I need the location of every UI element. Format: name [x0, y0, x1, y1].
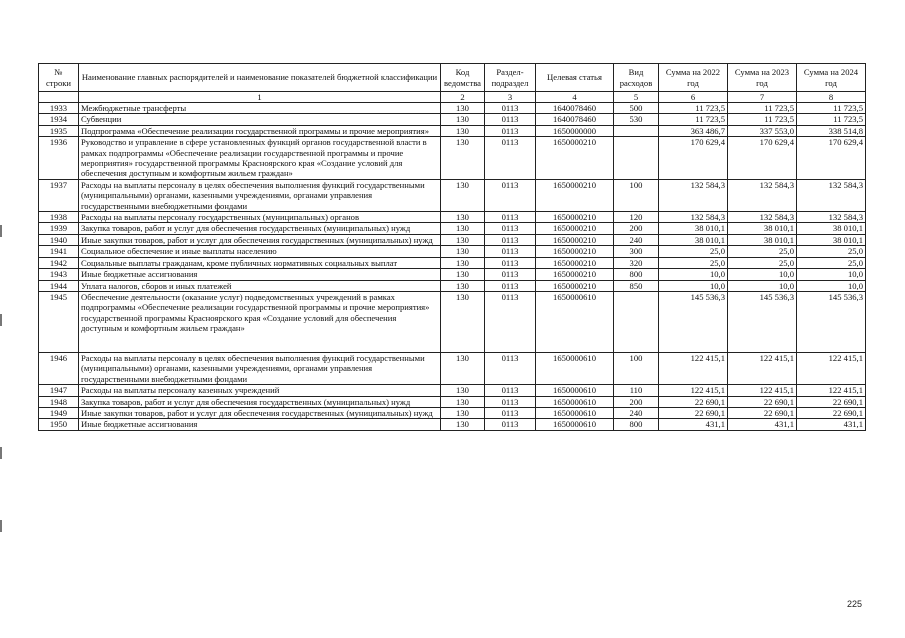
row-section: 0113	[485, 103, 536, 114]
row-number: 1936	[39, 137, 79, 180]
row-target: 1650000210	[536, 257, 614, 268]
row-sum-2023: 10,0	[728, 280, 797, 291]
col-header-sum-2024: Сумма на 2024 год	[797, 64, 866, 92]
column-number: 3	[485, 92, 536, 103]
column-number: 5	[614, 92, 659, 103]
col-header-exp-type: Вид расходов	[614, 64, 659, 92]
table-row	[39, 234, 866, 245]
row-dept-code: 130	[441, 103, 485, 114]
column-number-row	[39, 92, 866, 103]
row-name: Уплата налогов, сборов и иных платежей	[79, 280, 441, 291]
row-sum-2022: 22 690,1	[659, 407, 728, 418]
row-number: 1944	[39, 280, 79, 291]
table-row	[39, 407, 866, 418]
row-section: 0113	[485, 280, 536, 291]
row-target: 1640078460	[536, 103, 614, 114]
row-exp-type: 100	[614, 352, 659, 384]
row-name: Социальное обеспечение и иные выплаты населению	[79, 246, 441, 257]
row-exp-type: 120	[614, 212, 659, 223]
row-target: 1650000000	[536, 125, 614, 136]
col-header-dept-code: Код ведомства	[441, 64, 485, 92]
scan-margin-mark	[0, 447, 2, 459]
row-name: Межбюджетные трансферты	[79, 103, 441, 114]
row-section: 0113	[485, 257, 536, 268]
row-name: Обеспечение деятельности (оказание услуг) подведомственных учреждений в рамках подпрограммы «Обеспечение реализации государственной программы и прочие мероприятия» государственной программы Красноярского края «Создание условий для обеспечения доступным и комфортным жильем граждан»	[79, 291, 441, 352]
row-section: 0113	[485, 137, 536, 180]
row-sum-2022: 25,0	[659, 257, 728, 268]
row-sum-2024: 25,0	[797, 257, 866, 268]
row-section: 0113	[485, 269, 536, 280]
row-exp-type: 240	[614, 407, 659, 418]
row-section: 0113	[485, 223, 536, 234]
row-dept-code: 130	[441, 246, 485, 257]
table-row	[39, 179, 866, 211]
row-section: 0113	[485, 234, 536, 245]
row-sum-2022: 145 536,3	[659, 291, 728, 352]
row-target: 1640078460	[536, 114, 614, 125]
table-row	[39, 125, 866, 136]
row-sum-2022: 431,1	[659, 419, 728, 430]
row-section: 0113	[485, 114, 536, 125]
row-target: 1650000610	[536, 407, 614, 418]
scan-margin-mark	[0, 314, 2, 326]
col-header-row-no: № строки	[39, 64, 79, 92]
row-sum-2023: 22 690,1	[728, 396, 797, 407]
row-target: 1650000210	[536, 280, 614, 291]
row-sum-2023: 132 584,3	[728, 179, 797, 211]
row-exp-type: 300	[614, 246, 659, 257]
row-sum-2023: 38 010,1	[728, 223, 797, 234]
column-number: 7	[728, 92, 797, 103]
table-row	[39, 396, 866, 407]
table-row	[39, 246, 866, 257]
row-target: 1650000610	[536, 385, 614, 396]
row-section: 0113	[485, 179, 536, 211]
row-sum-2024: 22 690,1	[797, 407, 866, 418]
col-header-sum-2022: Сумма на 2022 год	[659, 64, 728, 92]
row-name: Расходы на выплаты персоналу в целях обеспечения выполнения функций государственными (муниципальными) органами, казенными учреждениями, органами управления государственными внебюджетными фондами	[79, 352, 441, 384]
row-exp-type: 110	[614, 385, 659, 396]
row-sum-2022: 11 723,5	[659, 103, 728, 114]
row-number: 1942	[39, 257, 79, 268]
row-number: 1934	[39, 114, 79, 125]
row-exp-type: 500	[614, 103, 659, 114]
row-sum-2023: 25,0	[728, 257, 797, 268]
row-name: Закупка товаров, работ и услуг для обеспечения государственных (муниципальных) нужд	[79, 223, 441, 234]
column-number: 6	[659, 92, 728, 103]
row-number: 1941	[39, 246, 79, 257]
row-sum-2022: 363 486,7	[659, 125, 728, 136]
row-target: 1650000210	[536, 269, 614, 280]
row-target: 1650000210	[536, 246, 614, 257]
row-sum-2024: 22 690,1	[797, 396, 866, 407]
row-exp-type: 200	[614, 223, 659, 234]
row-sum-2022: 10,0	[659, 269, 728, 280]
column-number	[39, 92, 79, 103]
table-body	[39, 103, 866, 431]
row-sum-2022: 25,0	[659, 246, 728, 257]
row-target: 1650000610	[536, 291, 614, 352]
header-row	[39, 64, 866, 92]
row-number: 1938	[39, 212, 79, 223]
col-header-name: Наименование главных распорядителей и наименование показателей бюджетной классификации	[79, 64, 441, 92]
row-exp-type: 850	[614, 280, 659, 291]
row-dept-code: 130	[441, 223, 485, 234]
table-row	[39, 385, 866, 396]
row-target: 1650000210	[536, 137, 614, 180]
row-section: 0113	[485, 291, 536, 352]
row-sum-2024: 132 584,3	[797, 179, 866, 211]
row-target: 1650000610	[536, 396, 614, 407]
row-exp-type: 240	[614, 234, 659, 245]
row-section: 0113	[485, 396, 536, 407]
row-dept-code: 130	[441, 385, 485, 396]
row-target: 1650000210	[536, 179, 614, 211]
row-sum-2022: 11 723,5	[659, 114, 728, 125]
table-row	[39, 137, 866, 180]
col-header-sum-2023: Сумма на 2023 год	[728, 64, 797, 92]
row-name: Иные закупки товаров, работ и услуг для обеспечения государственных (муниципальных) нужд	[79, 407, 441, 418]
row-section: 0113	[485, 246, 536, 257]
scan-margin-mark	[0, 520, 2, 532]
row-sum-2024: 10,0	[797, 280, 866, 291]
row-sum-2023: 337 553,0	[728, 125, 797, 136]
row-number: 1946	[39, 352, 79, 384]
table-row	[39, 223, 866, 234]
row-sum-2023: 38 010,1	[728, 234, 797, 245]
row-section: 0113	[485, 419, 536, 430]
table-row	[39, 269, 866, 280]
row-name: Расходы на выплаты персоналу казенных учреждений	[79, 385, 441, 396]
row-section: 0113	[485, 352, 536, 384]
row-number: 1950	[39, 419, 79, 430]
row-target: 1650000610	[536, 419, 614, 430]
row-sum-2024: 38 010,1	[797, 223, 866, 234]
row-sum-2024: 338 514,8	[797, 125, 866, 136]
row-section: 0113	[485, 212, 536, 223]
row-sum-2023: 145 536,3	[728, 291, 797, 352]
scan-margin-mark	[0, 225, 2, 237]
row-sum-2023: 11 723,5	[728, 103, 797, 114]
row-name: Субвенции	[79, 114, 441, 125]
table-row	[39, 114, 866, 125]
row-number: 1940	[39, 234, 79, 245]
row-sum-2023: 122 415,1	[728, 352, 797, 384]
row-section: 0113	[485, 407, 536, 418]
row-exp-type: 100	[614, 179, 659, 211]
row-number: 1945	[39, 291, 79, 352]
page-number: 225	[846, 599, 862, 609]
row-name: Иные бюджетные ассигнования	[79, 419, 441, 430]
row-sum-2022: 38 010,1	[659, 234, 728, 245]
row-sum-2024: 25,0	[797, 246, 866, 257]
row-dept-code: 130	[441, 257, 485, 268]
table-row	[39, 291, 866, 352]
row-name: Расходы на выплаты персоналу в целях обеспечения выполнения функций государственными (муниципальными) органами, казенными учреждениями, органами управления государственными внебюджетными фондами	[79, 179, 441, 211]
row-sum-2022: 22 690,1	[659, 396, 728, 407]
row-sum-2023: 431,1	[728, 419, 797, 430]
row-sum-2024: 170 629,4	[797, 137, 866, 180]
row-sum-2022: 38 010,1	[659, 223, 728, 234]
row-sum-2024: 132 584,3	[797, 212, 866, 223]
row-sum-2024: 38 010,1	[797, 234, 866, 245]
row-dept-code: 130	[441, 179, 485, 211]
row-sum-2023: 10,0	[728, 269, 797, 280]
row-sum-2022: 132 584,3	[659, 179, 728, 211]
table-row	[39, 419, 866, 430]
column-number: 1	[79, 92, 441, 103]
row-dept-code: 130	[441, 125, 485, 136]
row-name: Подпрограмма «Обеспечение реализации государственной программы и прочие мероприятия»	[79, 125, 441, 136]
row-dept-code: 130	[441, 114, 485, 125]
row-dept-code: 130	[441, 291, 485, 352]
row-section: 0113	[485, 385, 536, 396]
row-sum-2022: 122 415,1	[659, 352, 728, 384]
row-sum-2023: 132 584,3	[728, 212, 797, 223]
row-exp-type: 320	[614, 257, 659, 268]
row-exp-type	[614, 125, 659, 136]
row-target: 1650000210	[536, 234, 614, 245]
table-row	[39, 212, 866, 223]
row-dept-code: 130	[441, 269, 485, 280]
row-sum-2023: 11 723,5	[728, 114, 797, 125]
row-name: Расходы на выплаты персоналу государственных (муниципальных) органов	[79, 212, 441, 223]
row-name: Закупка товаров, работ и услуг для обеспечения государственных (муниципальных) нужд	[79, 396, 441, 407]
row-exp-type: 200	[614, 396, 659, 407]
row-exp-type: 800	[614, 419, 659, 430]
row-sum-2024: 11 723,5	[797, 114, 866, 125]
row-sum-2024: 11 723,5	[797, 103, 866, 114]
row-sum-2024: 122 415,1	[797, 352, 866, 384]
row-dept-code: 130	[441, 137, 485, 180]
row-name: Руководство и управление в сфере установленных функций органов государственной власти в рамках подпрограммы «Обеспечение реализации государственной программы и прочие мероприятия» государственной программы Красноярского края «Создание условий для обеспечения доступным и комфортным жильем граждан»	[79, 137, 441, 180]
row-dept-code: 130	[441, 280, 485, 291]
row-sum-2024: 431,1	[797, 419, 866, 430]
row-sum-2022: 170 629,4	[659, 137, 728, 180]
row-number: 1943	[39, 269, 79, 280]
column-number: 8	[797, 92, 866, 103]
table-row	[39, 103, 866, 114]
row-number: 1935	[39, 125, 79, 136]
row-sum-2023: 22 690,1	[728, 407, 797, 418]
row-dept-code: 130	[441, 407, 485, 418]
row-sum-2023: 170 629,4	[728, 137, 797, 180]
row-sum-2024: 10,0	[797, 269, 866, 280]
column-number: 4	[536, 92, 614, 103]
row-target: 1650000610	[536, 352, 614, 384]
row-number: 1937	[39, 179, 79, 211]
row-sum-2022: 122 415,1	[659, 385, 728, 396]
row-sum-2022: 10,0	[659, 280, 728, 291]
budget-table	[38, 63, 866, 431]
row-section: 0113	[485, 125, 536, 136]
row-dept-code: 130	[441, 234, 485, 245]
column-number: 2	[441, 92, 485, 103]
row-dept-code: 130	[441, 212, 485, 223]
row-number: 1949	[39, 407, 79, 418]
table-row	[39, 257, 866, 268]
row-exp-type	[614, 291, 659, 352]
row-number: 1933	[39, 103, 79, 114]
row-name: Иные бюджетные ассигнования	[79, 269, 441, 280]
row-number: 1948	[39, 396, 79, 407]
col-header-section: Раздел-подраздел	[485, 64, 536, 92]
row-number: 1947	[39, 385, 79, 396]
table-row	[39, 280, 866, 291]
row-number: 1939	[39, 223, 79, 234]
row-sum-2023: 122 415,1	[728, 385, 797, 396]
row-sum-2024: 145 536,3	[797, 291, 866, 352]
row-dept-code: 130	[441, 352, 485, 384]
col-header-target: Целевая статья	[536, 64, 614, 92]
row-dept-code: 130	[441, 396, 485, 407]
table-row	[39, 352, 866, 384]
row-sum-2023: 25,0	[728, 246, 797, 257]
row-sum-2022: 132 584,3	[659, 212, 728, 223]
row-dept-code: 130	[441, 419, 485, 430]
row-sum-2024: 122 415,1	[797, 385, 866, 396]
row-target: 1650000210	[536, 223, 614, 234]
row-target: 1650000210	[536, 212, 614, 223]
row-exp-type	[614, 137, 659, 180]
row-name: Иные закупки товаров, работ и услуг для обеспечения государственных (муниципальных) нужд	[79, 234, 441, 245]
row-exp-type: 800	[614, 269, 659, 280]
row-name: Социальные выплаты гражданам, кроме публичных нормативных социальных выплат	[79, 257, 441, 268]
row-exp-type: 530	[614, 114, 659, 125]
